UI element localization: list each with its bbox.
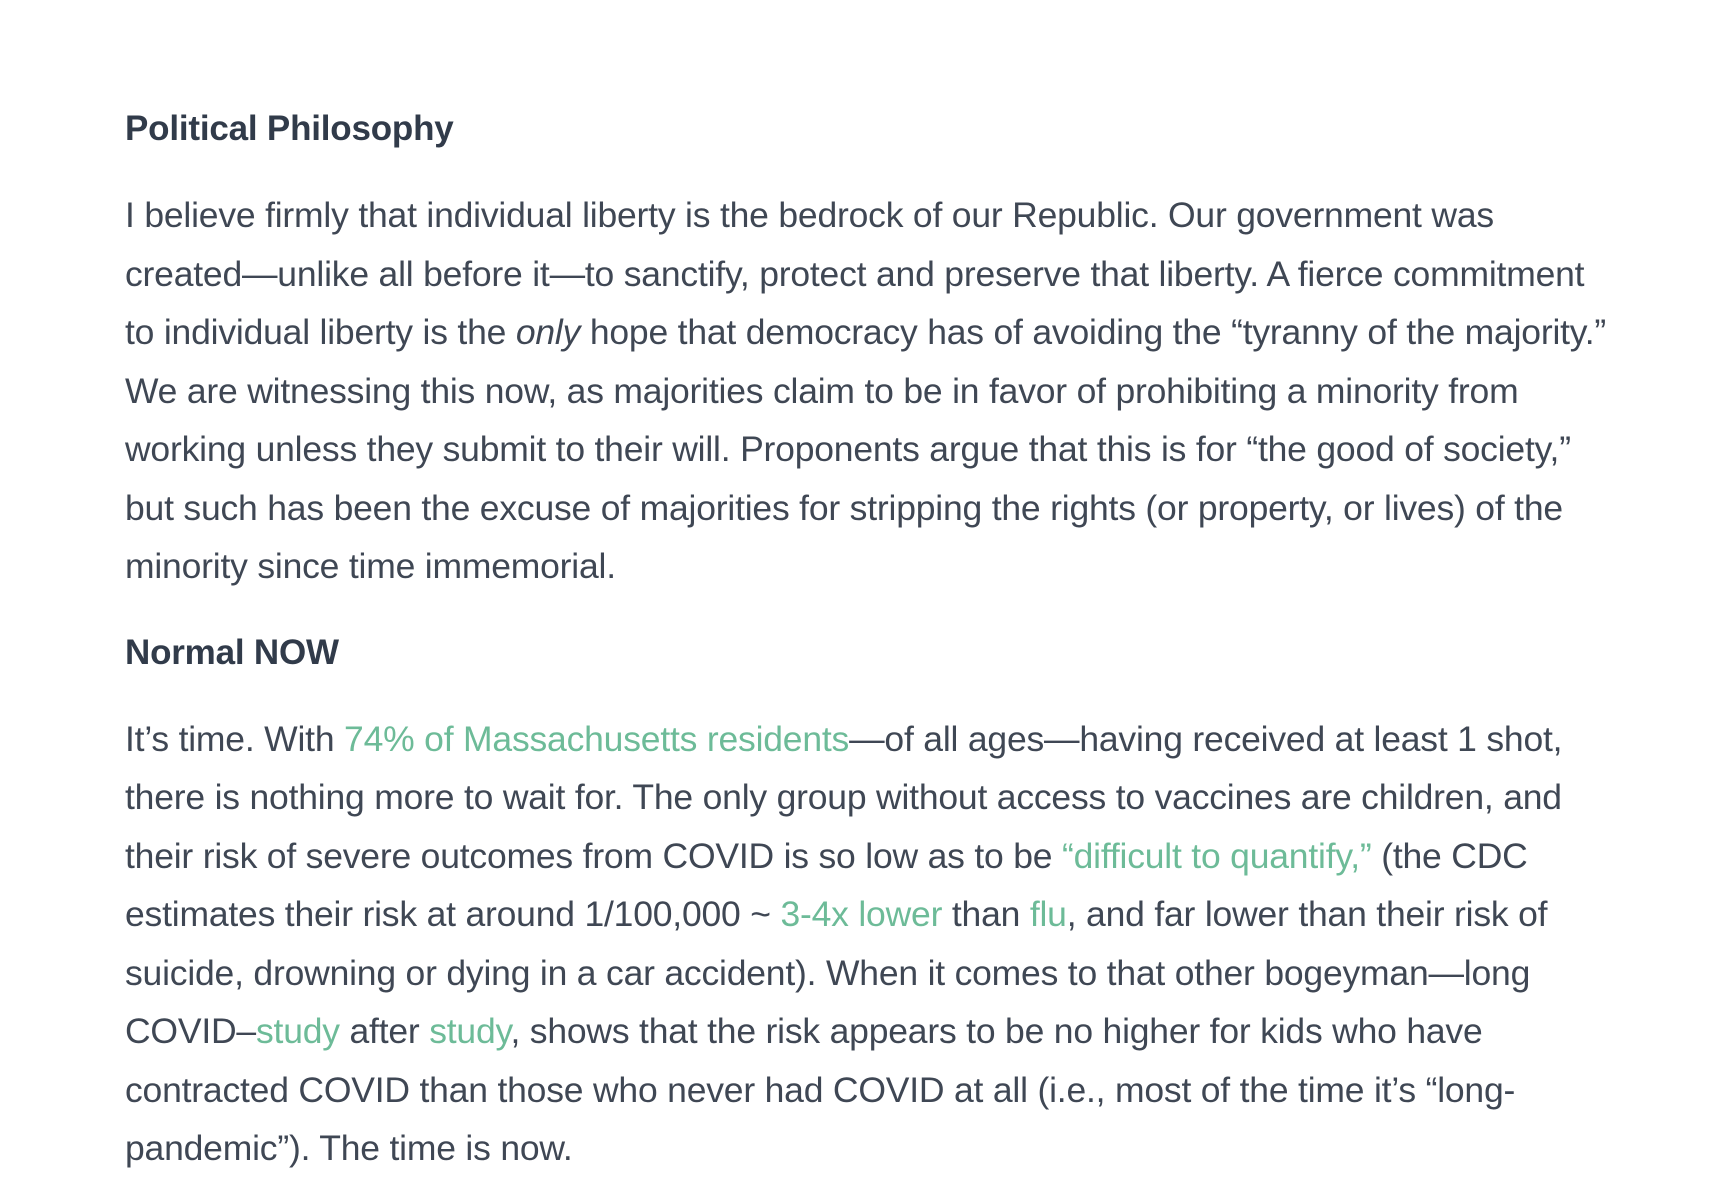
text-run: contracted COVID than those who never had COVID at all (i.e., most of the time it’s “long-	[125, 1069, 1516, 1110]
paragraph-line	[125, 885, 1645, 944]
text-run: suicide, drowning or dying in a car accident). When it comes to that other bogeyman—long	[125, 952, 1531, 993]
section-heading-normal-now: Normal NOW	[125, 632, 339, 672]
text-run: but such has been the excuse of majorities for stripping the rights (or property, or lives) of the	[125, 487, 1563, 528]
text-run: there is nothing more to wait for. The only group without access to vaccines are children, and	[125, 777, 1562, 817]
link-3-4x-lower[interactable]: 3-4x lower	[780, 894, 943, 934]
paragraph-line	[125, 1002, 1645, 1061]
political-philosophy-paragraph	[125, 186, 1645, 596]
text-run: I believe firmly that individual liberty is the bedrock of our Republic. Our government was	[125, 195, 1494, 235]
section-heading-political-philosophy: Political Philosophy	[125, 109, 454, 148]
text-run: —of all ages—having received at least 1 shot,	[849, 718, 1563, 759]
text-run: We are witnessing this now, as majorities claim to be in favor of prohibiting a minority from	[125, 370, 1519, 411]
paragraph-line	[125, 1061, 1645, 1120]
text-run: after	[339, 1011, 430, 1051]
paragraph-line	[125, 420, 1645, 479]
article-content	[125, 104, 1645, 1178]
paragraph-line	[125, 710, 1645, 769]
paragraph-line	[125, 944, 1645, 1003]
text-run: , and far lower than their risk of	[1066, 894, 1548, 934]
text-run: to individual liberty is the	[125, 312, 516, 352]
paragraph-line	[125, 768, 1645, 827]
paragraph-line	[125, 303, 1645, 362]
text-run: estimates their risk at around 1/100,000 ~	[125, 894, 781, 934]
link-difficult-to-quantify[interactable]: “difficult to quantify,”	[1061, 835, 1372, 876]
text-run: their risk of severe outcomes from COVID is so low as to be	[125, 835, 1062, 876]
link-study-2[interactable]: study	[429, 1011, 511, 1051]
text-run: hope that democracy has of avoiding the “tyranny of the majority.”	[580, 312, 1606, 352]
paragraph-line	[125, 186, 1645, 245]
text-run: created—unlike all before it—to sanctify, protect and preserve that liberty. A fierce commitment	[125, 253, 1585, 294]
text-run: pandemic”). The time is now.	[125, 1128, 573, 1168]
text-run: minority since time immemorial.	[125, 546, 616, 586]
text-run: than	[942, 894, 1030, 934]
normal-now-paragraph	[125, 710, 1645, 1178]
paragraph-line	[125, 1119, 1645, 1178]
text-run: working unless they submit to their will. Proponents argue that this is for “the good of society,”	[125, 429, 1571, 469]
link-study-1[interactable]: study	[255, 1011, 340, 1051]
paragraph-line	[125, 827, 1645, 886]
paragraph-line	[125, 537, 1645, 596]
text-run: (the CDC	[1371, 835, 1528, 876]
text-run: It’s time. With	[125, 718, 345, 759]
paragraph-line	[125, 479, 1645, 538]
link-massachusetts-residents[interactable]: 74% of Massachusetts residents	[344, 718, 850, 759]
text-run: COVID–	[125, 1011, 256, 1051]
text-run: , shows that the risk appears to be no higher for kids who have	[510, 1011, 1483, 1051]
link-flu[interactable]: flu	[1029, 894, 1067, 934]
emphasis-only: only	[515, 312, 581, 352]
paragraph-line	[125, 245, 1645, 304]
paragraph-line	[125, 362, 1645, 421]
